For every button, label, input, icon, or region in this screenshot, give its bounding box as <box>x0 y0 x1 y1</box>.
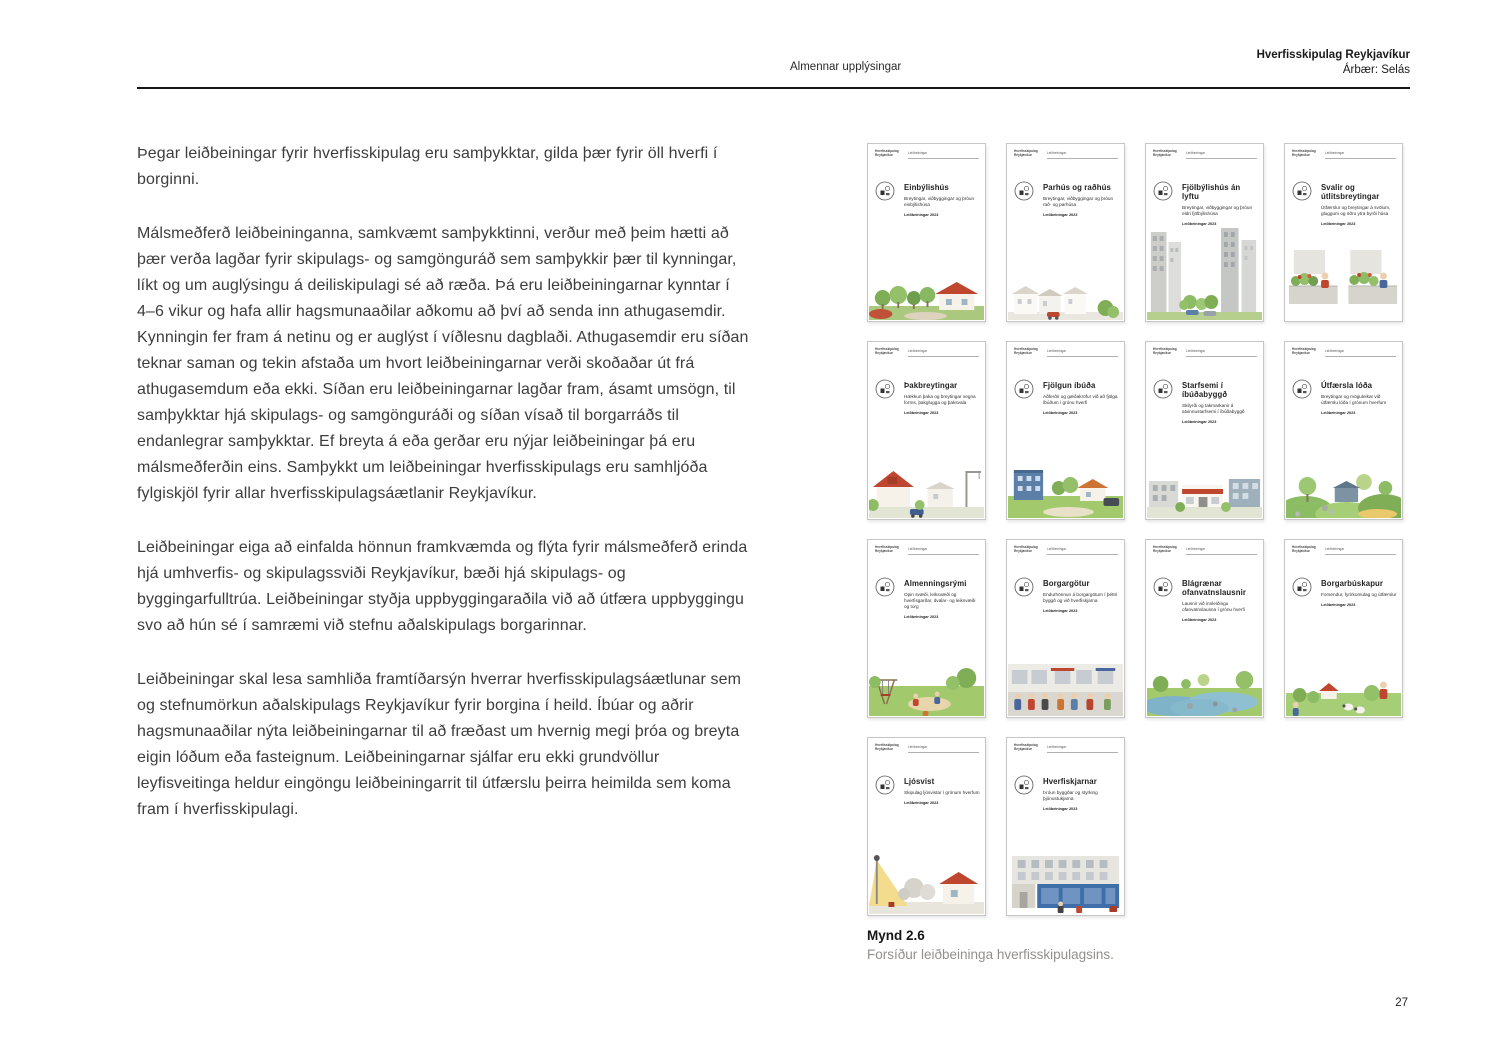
cover-badge-icon <box>1014 181 1034 201</box>
cover-title: Fjölgun íbúða <box>1043 381 1096 390</box>
cover-meta: Leiðbeiningar 2023 <box>1321 410 1356 415</box>
cover-badge-icon <box>1153 181 1173 201</box>
cover-rule <box>1186 356 1257 357</box>
body-text <box>137 141 749 851</box>
cover-card <box>1006 341 1125 520</box>
cover-logo: Hverfisskipulag Reykjavíkur <box>1014 545 1038 553</box>
cover-meta: Leiðbeiningar 2023 <box>1321 221 1356 226</box>
cover-logo: Hverfisskipulag Reykjavíkur <box>1153 545 1177 553</box>
cover-illustration <box>869 852 984 914</box>
cover-illustration <box>1008 854 1123 914</box>
cover-subtitle: Lausnir við innleiðingu ofanvatnslausna í grónu hverfi <box>1182 601 1245 612</box>
cover-label: Leiðbeiningar <box>1047 349 1067 353</box>
cover-subtitle: Útfærslur og breytingar á svölum, gluggum og öðru ytra byrði húsa <box>1321 205 1391 216</box>
cover-title: Borgarbúskapur <box>1321 579 1384 588</box>
cover-subtitle: Forsendur, fyrirkomulag og útfærslur <box>1321 592 1397 597</box>
cover-meta: Leiðbeiningar 2023 <box>1043 608 1078 613</box>
cover-title: Þakbreytingar <box>904 381 958 390</box>
cover-rule <box>1186 554 1257 555</box>
cover-badge-icon <box>1292 181 1312 201</box>
figure-label: Mynd 2.6 <box>867 928 925 943</box>
cover-logo: Hverfisskipulag Reykjavíkur <box>875 149 899 157</box>
cover-logo: Hverfisskipulag Reykjavíkur <box>1153 347 1177 355</box>
cover-card <box>867 341 986 520</box>
cover-label: Leiðbeiningar <box>1186 547 1206 551</box>
paragraph: Leiðbeiningar skal lesa samhliða framtíðarsýn hverrar hverfisskipulagsáætlunar sem og stefnumörkun aðalskipulags Reykjavíkur fyrir borgina í heild. Íbúar og aðrir hagsmunaaðilar nýta leiðbeiningarnar til að fræðast um hvernig megi þróa og breyta eigin lóðum eða fasteignum. Leiðbeiningarnar sjálfar eru ekki grundvöllur leyfisveitinga heldur eingöngu leiðbeiningarrit til útfærslu þeirra heimilda sem koma fram í hverfisskipulagi. <box>137 671 742 818</box>
cover-subtitle: Opin svæði, leiksvæði og hverfisgarðar, dvalar- og leiksvæði og torg <box>904 592 976 609</box>
cover-meta: Leiðbeiningar 2023 <box>904 410 939 415</box>
covers-grid <box>867 143 1403 916</box>
cover-subtitle: Þróun byggðar og styrking þjónustukjarna <box>1043 790 1098 801</box>
cover-label: Leiðbeiningar <box>1186 349 1206 353</box>
cover-title: Útfærsla lóða <box>1321 381 1373 390</box>
cover-rule <box>1047 356 1118 357</box>
cover-card <box>1006 539 1125 718</box>
cover-title: Almenningsrými <box>904 579 967 588</box>
cover-badge-icon <box>1014 379 1034 399</box>
cover-logo: Hverfisskipulag Reykjavíkur <box>875 743 899 751</box>
header-rule <box>137 87 1410 89</box>
header-section-label: Almennar upplýsingar <box>790 61 902 73</box>
cover-subtitle: Endurhönnun á borgargötum í þéttri byggð og við hverfiskjarna <box>1043 592 1118 603</box>
cover-illustration <box>1147 226 1262 320</box>
cover-subtitle: Aðferðir og gæðakröfur við að fjölga íbúðum í grónu hverfi <box>1043 394 1118 405</box>
cover-rule <box>1325 356 1396 357</box>
cover-label: Leiðbeiningar <box>908 349 928 353</box>
cover-title: Einbýlishús <box>904 183 949 192</box>
cover-label: Leiðbeiningar <box>1186 151 1206 155</box>
cover-rule <box>908 554 979 555</box>
cover-illustration <box>1286 460 1401 518</box>
cover-illustration <box>1286 661 1401 716</box>
cover-illustration <box>1008 660 1123 716</box>
cover-subtitle: Skipulag ljósvistar í grónum hverfum <box>904 790 980 795</box>
cover-meta: Leiðbeiningar 2023 <box>1321 602 1356 607</box>
cover-badge-icon <box>875 181 895 201</box>
cover-title: Starfsemi í íbúðabyggð <box>1182 381 1228 399</box>
figure-caption: Forsíður leiðbeininga hverfisskipulagsins. <box>867 947 1114 962</box>
cover-subtitle: Skilyrði og takmarkanir á atvinnustarfsemi í íbúðabyggð <box>1182 403 1245 414</box>
cover-meta: Leiðbeiningar 2023 <box>1182 617 1217 622</box>
cover-card <box>1284 539 1403 718</box>
cover-meta: Leiðbeiningar 2023 <box>1043 806 1078 811</box>
cover-card <box>1145 539 1264 718</box>
cover-label: Leiðbeiningar <box>1325 349 1345 353</box>
cover-label: Leiðbeiningar <box>908 151 928 155</box>
cover-rule <box>908 752 979 753</box>
cover-label: Leiðbeiningar <box>1047 745 1067 749</box>
cover-meta: Leiðbeiningar 2023 <box>904 614 939 619</box>
cover-illustration <box>869 656 984 716</box>
cover-meta: Leiðbeiningar 2023 <box>904 212 939 217</box>
cover-title: Borgargötur <box>1043 579 1090 588</box>
cover-meta: Leiðbeiningar 2023 <box>1182 419 1217 424</box>
cover-illustration <box>1008 272 1123 320</box>
cover-card <box>1006 737 1125 916</box>
cover-label: Leiðbeiningar <box>1325 547 1345 551</box>
cover-illustration <box>1147 658 1262 716</box>
cover-rule <box>1325 554 1396 555</box>
cover-badge-icon <box>875 577 895 597</box>
cover-logo: Hverfisskipulag Reykjavíkur <box>1153 149 1177 157</box>
cover-title: Blágrænar ofanvatnslausnir <box>1182 579 1246 597</box>
cover-rule <box>1047 158 1118 159</box>
cover-meta: Leiðbeiningar 2023 <box>1043 212 1078 217</box>
cover-logo: Hverfisskipulag Reykjavíkur <box>1292 545 1316 553</box>
cover-title: Parhús og raðhús <box>1043 183 1111 192</box>
paragraph: Málsmeðferð leiðbeininganna, samkvæmt samþykktinni, verður með þeim hætti að þær verða lagðar fyrir skipulags- og samgönguráð sem samþykkir þær til kynningar, líkt og um auglýsingu á deiliskipulagi sé að ræða. Þá eru leiðbeiningarnar kynntar í 4–6 vikur og hafa allir hagsmunaaðilar aðkomu að því að senda inn athugasemdir. Kynningin fer fram á netinu og er auglýst í víðlesnu dagblaði. Athugasemdir eru síðan teknar saman og tekin afstaða um hvort leiðbeiningarnar verði skoðaðar út frá athugasemdum eða ekki. Síðan eru leiðbeiningarnar lagðar fram, ásamt umsögn, til samþykktar hjá skipulags- og samgönguráði og síðan vísað til borgarráðs til endanlegrar samþykktar. Ef breyta á eða gerðar eru nýjar leiðbeiningar þá eru málsmeðferðin eins. Samþykkt um leiðbeiningar hverfisskipulags eru samhljóða fylgiskjöl fyrir allar hverfisskipulagsáætlanir Reykjavíkur. <box>137 225 749 502</box>
cover-label: Leiðbeiningar <box>1047 547 1067 551</box>
cover-label: Leiðbeiningar <box>908 547 928 551</box>
cover-badge-icon <box>1014 577 1034 597</box>
cover-subtitle: Breytingar, viðbyggingar og þróun eldri fjölbýlishúsa <box>1182 205 1253 216</box>
page-number: 27 <box>1395 997 1408 1009</box>
cover-rule <box>1047 752 1118 753</box>
cover-card <box>1284 143 1403 322</box>
cover-illustration <box>1286 248 1401 320</box>
cover-badge-icon <box>1153 379 1173 399</box>
cover-subtitle: Hækkun þaka og breytingar vegna forms, þakglugga og þaksvala <box>904 394 976 405</box>
cover-rule <box>1186 158 1257 159</box>
cover-card <box>1145 143 1264 322</box>
header-title: Hverfisskipulag Reykjavíkur <box>1256 49 1410 61</box>
cover-badge-icon <box>875 775 895 795</box>
cover-rule <box>1325 158 1396 159</box>
cover-badge-icon <box>1153 577 1173 597</box>
cover-illustration <box>869 463 984 518</box>
cover-meta: Leiðbeiningar 2023 <box>1182 221 1217 226</box>
cover-card <box>1284 341 1403 520</box>
cover-label: Leiðbeiningar <box>1047 151 1067 155</box>
cover-logo: Hverfisskipulag Reykjavíkur <box>1292 149 1316 157</box>
cover-card <box>1006 143 1125 322</box>
cover-rule <box>908 356 979 357</box>
cover-card <box>867 143 986 322</box>
cover-logo: Hverfisskipulag Reykjavíkur <box>1014 743 1038 751</box>
cover-logo: Hverfisskipulag Reykjavíkur <box>875 347 899 355</box>
cover-logo: Hverfisskipulag Reykjavíkur <box>1292 347 1316 355</box>
cover-card <box>1145 341 1264 520</box>
cover-title: Fjölbýlishús án lyftu <box>1182 183 1241 201</box>
cover-illustration <box>1008 460 1123 518</box>
cover-label: Leiðbeiningar <box>1325 151 1345 155</box>
cover-rule <box>908 158 979 159</box>
cover-illustration <box>1147 463 1262 518</box>
cover-card <box>867 737 986 916</box>
paragraph: Þegar leiðbeiningar fyrir hverfisskipulag eru samþykktar, gilda þær fyrir öll hverfi í borginni. <box>137 145 718 188</box>
cover-badge-icon <box>875 379 895 399</box>
cover-badge-icon <box>1292 577 1312 597</box>
cover-subtitle: Breytingar og möguleikar við útfærslu lóða í grónum hverfum <box>1321 394 1387 405</box>
cover-badge-icon <box>1014 775 1034 795</box>
cover-logo: Hverfisskipulag Reykjavíkur <box>1014 347 1038 355</box>
paragraph: Leiðbeiningar eiga að einfalda hönnun framkvæmda og flýta fyrir málsmeðferð erinda hjá umhverfis- og skipulagssviði Reykjavíkur, bæði hjá skipulags- og byggingarfulltrúa. Leiðbeiningar styðja uppbyggingaraðila við að útfæra uppbyggingu svo að hún sé í samræmi við stefnu aðalskipulags borgarinnar. <box>137 539 748 634</box>
cover-logo: Hverfisskipulag Reykjavíkur <box>875 545 899 553</box>
header-subtitle: Árbær: Selás <box>1342 64 1410 76</box>
header-title-block <box>1257 48 1410 78</box>
cover-title: Svalir og útlitsbreytingar <box>1321 183 1380 201</box>
cover-rule <box>1047 554 1118 555</box>
cover-meta: Leiðbeiningar 2023 <box>1043 410 1078 415</box>
cover-illustration <box>869 268 984 320</box>
cover-badge-icon <box>1292 379 1312 399</box>
cover-title: Ljósvist <box>904 777 935 786</box>
cover-label: Leiðbeiningar <box>908 745 928 749</box>
cover-meta: Leiðbeiningar 2023 <box>904 800 939 805</box>
cover-logo: Hverfisskipulag Reykjavíkur <box>1014 149 1038 157</box>
cover-title: Hverfiskjarnar <box>1043 777 1097 786</box>
cover-subtitle: Breytingar, viðbyggingar og þróun einbýlishúsa <box>904 196 975 207</box>
cover-card <box>867 539 986 718</box>
cover-subtitle: Breytingar, viðbyggingar og þróun rað- og parhúsa <box>1043 196 1114 207</box>
